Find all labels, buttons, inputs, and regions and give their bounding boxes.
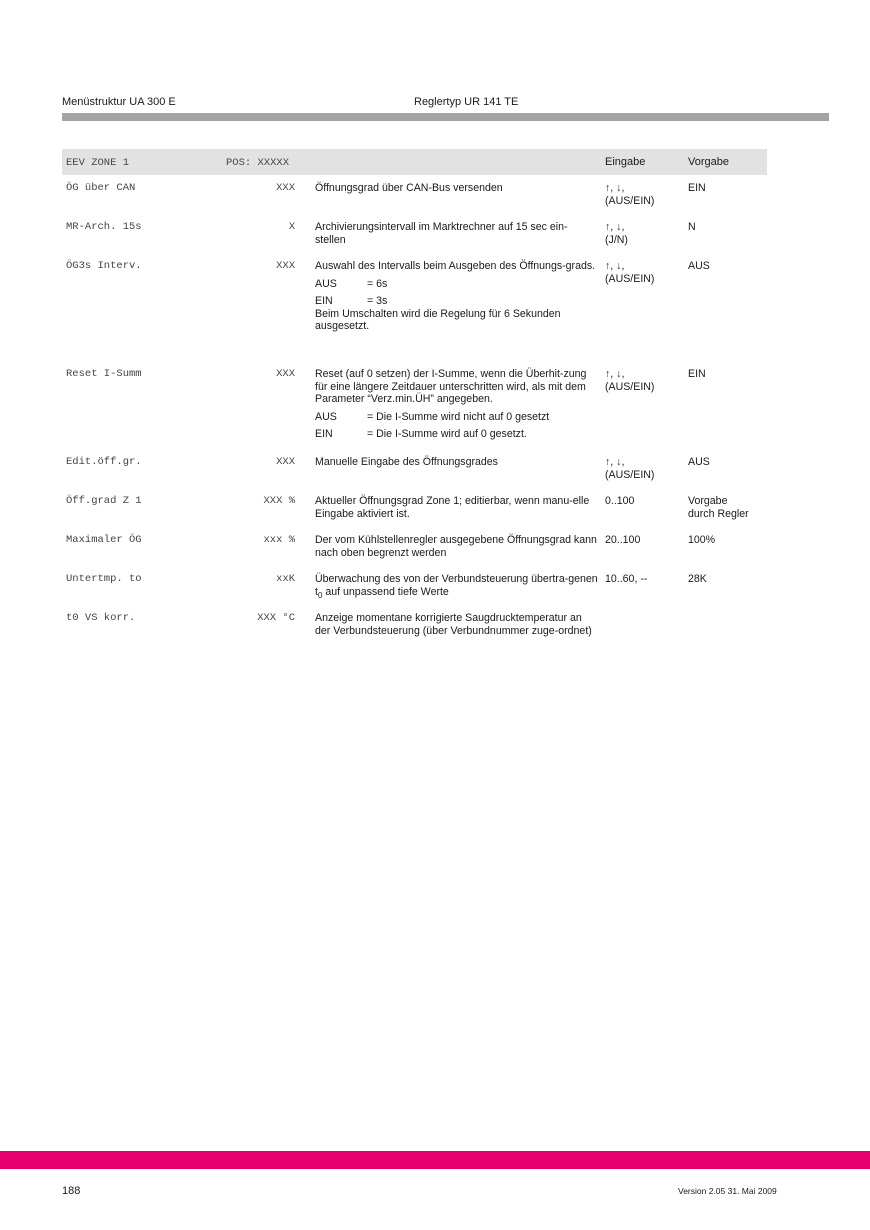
param-default: 28K (688, 573, 707, 585)
table-header-pos: POS: XXXXX (226, 157, 290, 169)
param-default: EIN (688, 368, 706, 380)
note: Beim Umschalten wird die Regelung für 6 Sekunden ausgesetzt. (315, 307, 561, 333)
param-description: Archivierungsintervall im Marktrechner auf 15 sec ein-stellen (315, 221, 568, 246)
option-ein: EIN = Die I-Summe wird auf 0 gesetzt. (315, 428, 527, 441)
param-description: Öffnungsgrad über CAN-Bus versenden (315, 182, 503, 194)
param-description: Reset (auf 0 setzen) der I-Summe, wenn die Überhit-zung für eine längere Zeitdauer unterschritten wird, als mit dem Parameter “Verz.min.ÜH” angegeben. AUS = Die I-Summe wird nicht auf 0 gesetzt EIN = Die I-Summe wird auf 0 gesetzt. (315, 368, 598, 441)
param-description: Auswahl des Intervalls beim Ausgeben des Öffnungs-grads. AUS = 6s EIN = 3s Beim Umschalten wird die Regelung für 6 Sekunden ausgesetzt. (315, 260, 598, 333)
param-input: 20..100 (605, 534, 641, 546)
param-name: Untertmp. to (66, 573, 142, 585)
param-value: X (288, 221, 295, 233)
param-name: t0 VS korr. (66, 612, 136, 624)
param-name: ÖG über CAN (66, 182, 136, 194)
param-description: Anzeige momentane korrigierte Saugdrucktemperatur an der Verbundsteuerung (über Verbundnummer zuge-ordnet) (315, 612, 592, 637)
table-header-zone: EEV ZONE 1 (66, 157, 130, 169)
param-value: XXX (276, 456, 295, 468)
header-rule (62, 113, 829, 121)
param-value: XXX (276, 182, 295, 194)
page-header-center: Reglertyp UR 141 TE (414, 96, 519, 108)
param-default: AUS (688, 456, 710, 468)
param-input: ↑, ↓, (J/N) (605, 221, 628, 246)
param-default: EIN (688, 182, 706, 194)
param-input: ↑, ↓, (AUS/EIN) (605, 182, 655, 207)
param-value: XXX (276, 260, 295, 272)
page-header-left: Menüstruktur UA 300 E (62, 96, 176, 108)
param-value: XXX (276, 368, 295, 380)
param-input: ↑, ↓, (AUS/EIN) (605, 368, 655, 393)
param-name: Edit.öff.gr. (66, 456, 142, 468)
param-input: 0..100 (605, 495, 635, 507)
param-value: XXX % (263, 495, 295, 507)
param-name: MR-Arch. 15s (66, 221, 142, 233)
param-description: Der vom Kühlstellenregler ausgegebene Öffnungsgrad kann nach oben begrenzt werden (315, 534, 597, 559)
param-description: Manuelle Eingabe des Öffnungsgrades (315, 456, 498, 468)
param-default: AUS (688, 260, 710, 272)
table-header (62, 149, 767, 175)
param-value: xxK (276, 573, 295, 585)
param-value: xxx % (263, 534, 295, 546)
param-description: Aktueller Öffnungsgrad Zone 1; editierbar, wenn manu-elle Eingabe aktiviert ist. (315, 495, 590, 520)
option-ein: EIN = 3s (315, 295, 388, 308)
page-number: 188 (62, 1185, 81, 1197)
param-input: 10..60, -- (605, 573, 648, 585)
param-description: Überwachung des von der Verbundsteuerung übertra-genen $t_0$ auf unpassend tiefe Werte (315, 573, 598, 600)
version-info: Version 2.05 31. Mai 2009 (678, 1186, 777, 1196)
table-header-vorgabe: Vorgabe (688, 156, 729, 168)
table-header-eingabe: Eingabe (605, 156, 646, 168)
param-default: 100% (688, 534, 716, 546)
param-name: Öff.grad Z 1 (66, 495, 142, 507)
param-input: ↑, ↓, (AUS/EIN) (605, 260, 655, 285)
param-name: Reset I-Summ (66, 368, 142, 380)
param-default: N (688, 221, 696, 233)
param-name: Maximaler ÖG (66, 534, 142, 546)
param-name: ÖG3s Interv. (66, 260, 142, 272)
param-input: ↑, ↓, (AUS/EIN) (605, 456, 655, 481)
footer-rule (0, 1151, 870, 1169)
param-default: Vorgabe durch Regler (688, 495, 749, 520)
param-value: XXX °C (257, 612, 295, 624)
option-aus: AUS = 6s (315, 277, 388, 290)
option-aus: AUS = Die I-Summe wird nicht auf 0 gesetzt (315, 410, 550, 423)
